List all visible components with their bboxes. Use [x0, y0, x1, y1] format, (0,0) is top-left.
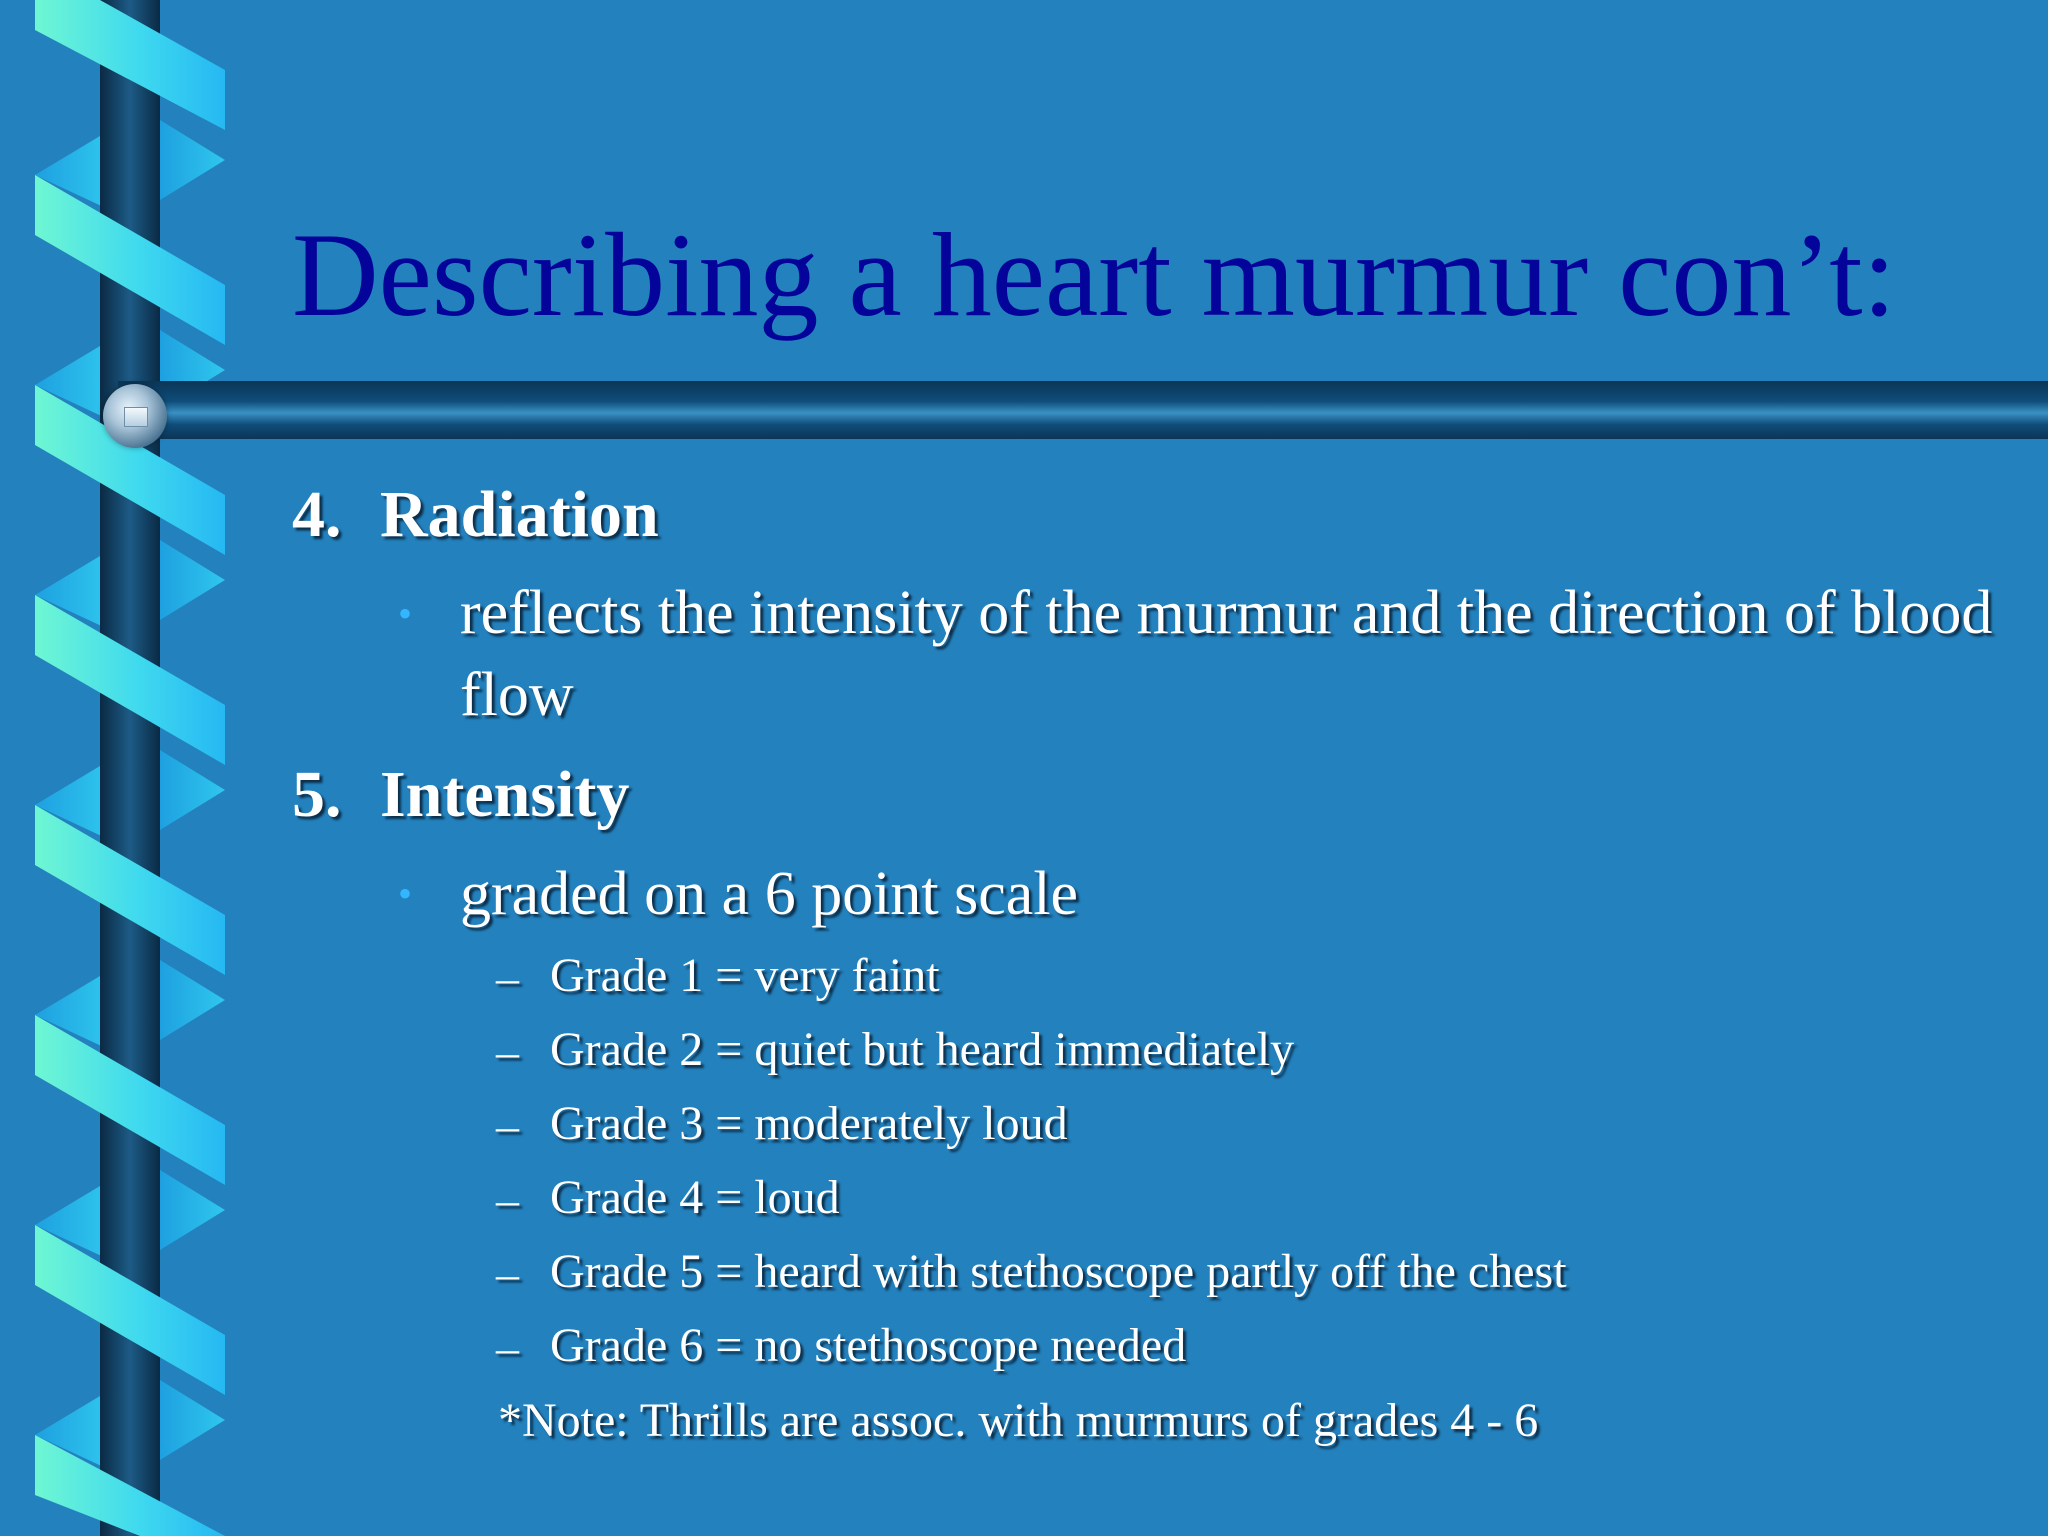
ribbon-decoration — [0, 0, 240, 1536]
dash-marker: – — [496, 1174, 519, 1225]
divider-knob-decoration — [103, 384, 167, 448]
dash-marker: – — [496, 952, 519, 1003]
section-number: 4. — [292, 478, 342, 551]
bullet-icon: • — [398, 871, 413, 916]
grade-item-6: Grade 6 = no stethoscope needed — [550, 1319, 1187, 1372]
section-heading-radiation — [292, 475, 659, 555]
section-heading-intensity — [292, 755, 629, 835]
grade-item-1: Grade 1 = very faint — [550, 949, 940, 1002]
dash-marker: – — [496, 1100, 519, 1151]
dash-marker: – — [496, 1322, 519, 1373]
section-number: 5. — [292, 758, 342, 831]
dash-marker: – — [496, 1026, 519, 1077]
note-text: *Note: Thrills are assoc. with murmurs of grades 4 - 6 — [498, 1394, 1539, 1447]
grade-item-3: Grade 3 = moderately loud — [550, 1097, 1068, 1150]
bullet-text-intensity: graded on a 6 point scale — [460, 860, 1079, 928]
slide-title: Describing a heart murmur con’t: — [292, 208, 1896, 341]
section-title: Intensity — [380, 758, 630, 831]
bullet-text-radiation: reflects the intensity of the murmur and the direction of blood flow — [460, 579, 1993, 729]
grade-item-5: Grade 5 = heard with stethoscope partly off the chest — [550, 1245, 1567, 1298]
section-title: Radiation — [380, 478, 659, 551]
grade-item-4: Grade 4 = loud — [550, 1171, 840, 1224]
grade-item-2: Grade 2 = quiet but heard immediately — [550, 1023, 1295, 1076]
dash-marker: – — [496, 1248, 519, 1299]
bullet-icon: • — [398, 591, 413, 636]
title-divider — [118, 381, 2048, 439]
